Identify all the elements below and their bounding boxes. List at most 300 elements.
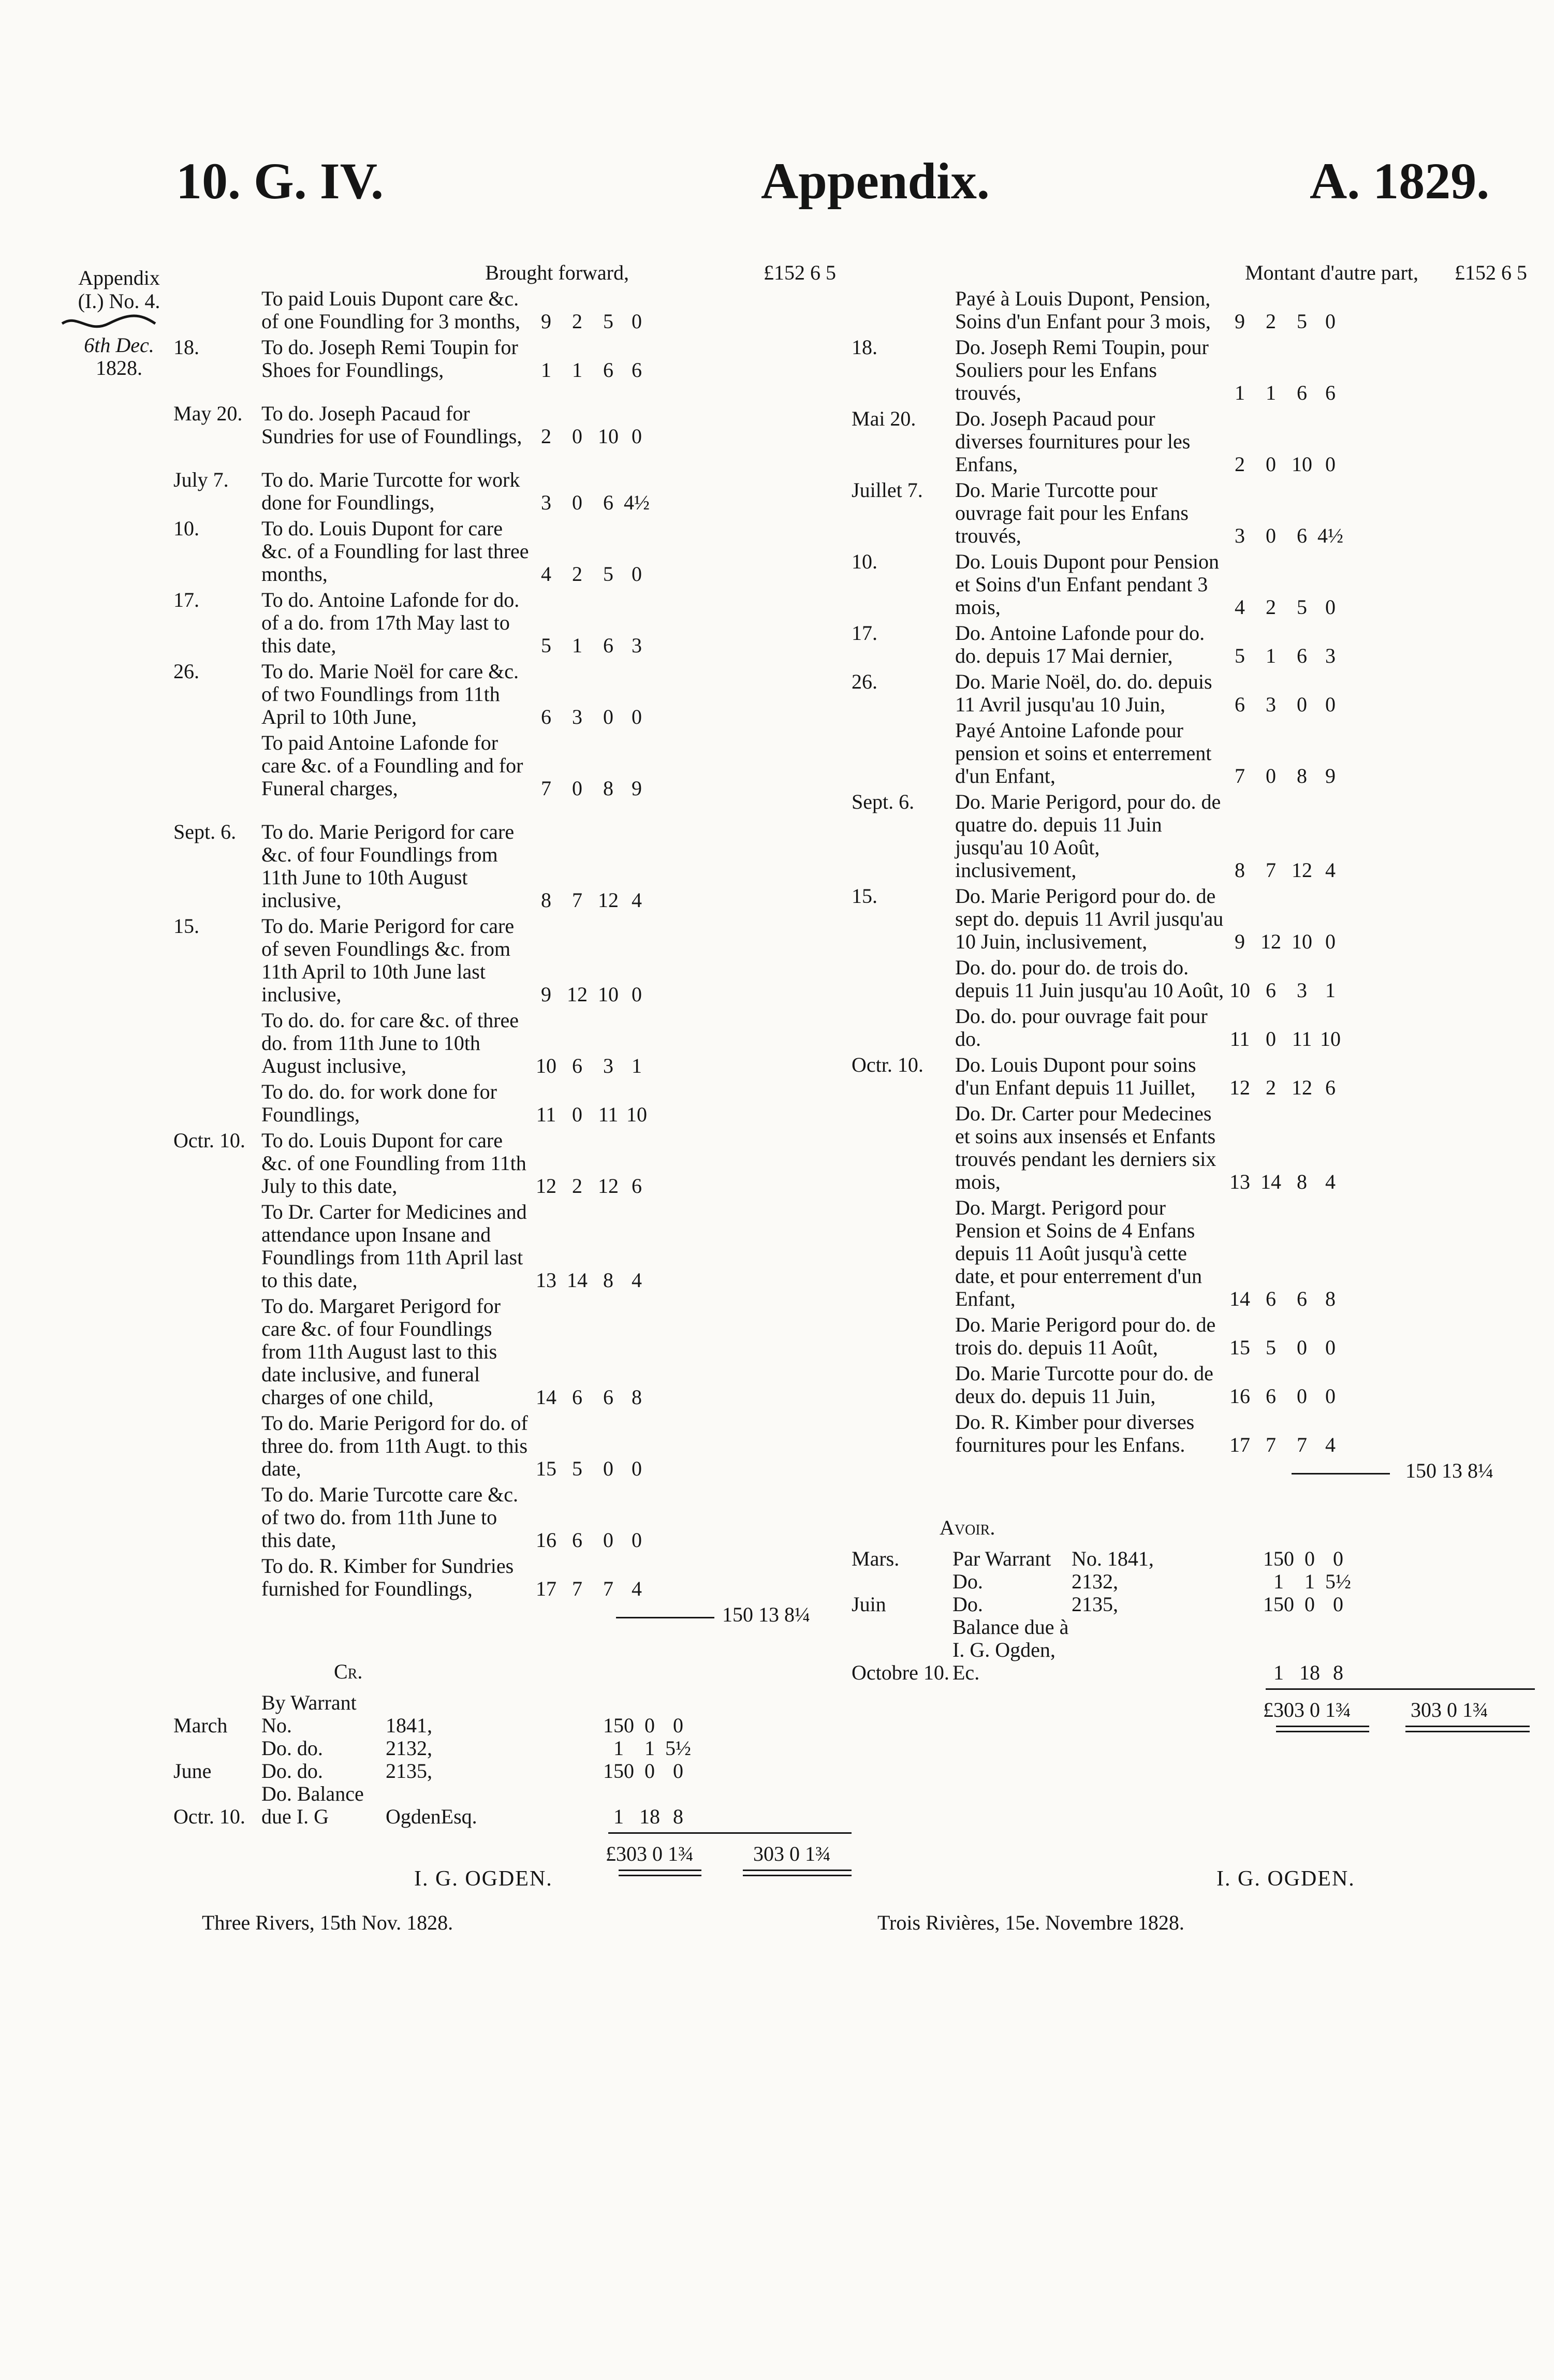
account-entry [173, 287, 852, 333]
amount-pence: 6 [632, 1174, 642, 1198]
subtotal-row [852, 1459, 1548, 1496]
amount-shillings: 10 [598, 425, 619, 448]
amount-pounds: 0 [1266, 524, 1276, 547]
voucher-number: 11 [536, 1103, 556, 1126]
voucher-number: 8 [1235, 858, 1245, 882]
voucher-number: 16 [1229, 1384, 1250, 1408]
entry-amount [562, 983, 650, 1006]
brought-forward-row [173, 261, 852, 287]
entry-description: Do. Marie Perigord pour do. de trois do. depuis 11 Août, [955, 1313, 1216, 1359]
debit-entries [173, 287, 852, 1600]
amount-pence: 4 [632, 1577, 642, 1600]
voucher-number: 4 [541, 562, 551, 586]
entry-date: 18. [852, 335, 877, 359]
entry-amount [1255, 979, 1343, 1002]
voucher-number: 17 [1229, 1433, 1250, 1456]
account-entry [173, 336, 852, 382]
amount-pence: 6 [1325, 1076, 1336, 1099]
amount-shillings: 0 [1304, 1593, 1315, 1616]
entry-description: To do. Marie Perigord for care &c. of four Foundlings from 11th June to 10th August inclusive, [261, 820, 515, 912]
amount-pence: 0 [632, 562, 642, 586]
amount-shillings: 7 [1297, 1433, 1307, 1456]
entry-description: Do. do. pour do. de trois do. depuis 11 Juin jusqu'au 10 Août, [955, 956, 1224, 1002]
credit-reference: 2132, [1072, 1570, 1118, 1593]
voucher-number: 11 [1229, 1027, 1250, 1050]
amount-pence: 0 [1325, 310, 1336, 333]
credit-amount [1263, 1570, 1351, 1593]
entry-amount [562, 1269, 650, 1292]
entry-description: To do. do. for care &c. of three do. from 11th June to 10th August inclusive, [261, 1009, 519, 1077]
amount-pounds: 3 [572, 705, 582, 728]
amount-shillings: 6 [1297, 381, 1307, 404]
entry-amount [562, 1529, 650, 1552]
entry-description: To paid Louis Dupont care &c. of one Foundling for 3 months, [261, 287, 520, 333]
amount-pence: 0 [1325, 1336, 1336, 1359]
amount-pence: 0 [1333, 1593, 1343, 1616]
entry-amount [1255, 596, 1343, 619]
entry-description: To do. Marie Noël for care &c. of two Foundlings from 11th April to 10th June, [261, 660, 519, 728]
account-entry [852, 550, 1548, 619]
credit-entry [173, 1783, 852, 1828]
entry-date: 15. [852, 884, 877, 908]
entry-description: Payé à Louis Dupont, Pension, Soins d'un Enfant pour 3 mois, [955, 287, 1211, 333]
entry-description: To do. R. Kimber for Sundries furnished for Foundlings, [261, 1554, 514, 1600]
voucher-number: 3 [1235, 524, 1245, 547]
account-entry [852, 622, 1548, 667]
account-entry [852, 1313, 1548, 1359]
entry-description: Do. Margt. Perigord pour Pension et Soins de 4 Enfans depuis 11 Août jusqu'à cette date, et pour enterrement d'un Enfant, [955, 1196, 1203, 1310]
amount-pence: 3 [632, 634, 642, 657]
grand-total-row [852, 1684, 1548, 1746]
amount-shillings: 0 [1297, 693, 1307, 716]
amount-shillings: 5 [603, 310, 613, 333]
amount-shillings: 6 [1297, 1287, 1307, 1310]
credit-entry [173, 1691, 852, 1737]
amount-shillings: 1 [644, 1736, 655, 1760]
account-entry [852, 407, 1548, 476]
amount-pounds: 0 [1266, 452, 1276, 476]
grand-total-left: £303 0 1¾ [606, 1842, 694, 1865]
entry-date: Sept. 6. [173, 820, 237, 843]
amount-pounds: 1 [1266, 644, 1276, 667]
entry-date: Octr. 10. [173, 1129, 245, 1152]
credit-heading: Avoir. [940, 1516, 995, 1539]
entry-amount [562, 889, 650, 912]
account-entry [173, 1129, 852, 1198]
amount-pounds: 3 [1266, 693, 1276, 716]
amount-pence: 0 [673, 1759, 683, 1783]
voucher-number: 12 [536, 1174, 556, 1198]
amount-pence: 5½ [665, 1736, 691, 1760]
entry-description: To paid Antoine Lafonde for care &c. of a Foundling and for Funeral charges, [261, 731, 523, 800]
brought-forward-amount: £152 6 5 [764, 261, 836, 284]
account-entry [852, 670, 1548, 716]
amount-pence: 8 [673, 1805, 683, 1828]
margin-note-line: (I.) No. 4. [78, 289, 160, 313]
subtotal-amount: 150 13 8¼ [722, 1603, 810, 1626]
amount-shillings: 12 [1292, 858, 1312, 882]
amount-shillings: 0 [644, 1714, 655, 1737]
account-entry [852, 1102, 1548, 1193]
entry-description: Do. Antoine Lafonde pour do. do. depuis 17 Mai dernier, [955, 621, 1205, 667]
amount-pounds: 5 [572, 1457, 582, 1480]
entry-date: 17. [173, 588, 199, 611]
amount-pounds: 2 [572, 562, 582, 586]
account-entry [173, 517, 852, 586]
entry-amount [562, 634, 650, 657]
amount-pounds: 0 [572, 491, 582, 514]
entry-date: 10. [852, 550, 877, 573]
amount-pence: 0 [673, 1714, 683, 1737]
entry-date: 15. [173, 914, 199, 938]
entry-date: 10. [173, 517, 199, 540]
entry-description: Do. Marie Turcotte pour do. de deux do. depuis 11 Juin, [955, 1362, 1213, 1408]
voucher-number: 5 [1235, 644, 1245, 667]
amount-pounds: 14 [1260, 1170, 1281, 1193]
entry-amount [562, 1055, 650, 1077]
amount-pounds: 1 [1273, 1661, 1284, 1684]
entry-description: Do. do. pour ouvrage fait pour do. [955, 1004, 1208, 1050]
account-entry [173, 1201, 852, 1292]
double-rule [743, 1870, 852, 1871]
entry-description: To do. Joseph Pacaud for Sundries for use of Foundlings, [261, 402, 522, 448]
amount-shillings: 6 [603, 634, 613, 657]
amount-pence: 6 [1325, 381, 1336, 404]
subtotal-rule [1292, 1473, 1390, 1474]
swash-ornament-icon [57, 313, 160, 334]
entry-date: 26. [852, 670, 877, 693]
entry-description: To Dr. Carter for Medicines and attendance upon Insane and Foundlings from 11th April last to this date, [261, 1200, 527, 1292]
entry-description: To do. Marie Perigord for care of seven Foundlings &c. from 11th April to 10th June last inclusive, [261, 914, 515, 1006]
amount-pence: 4½ [624, 491, 650, 514]
double-rule [619, 1870, 701, 1871]
credit-entry [852, 1593, 1548, 1616]
account-entry [173, 1555, 852, 1600]
amount-shillings: 6 [603, 358, 613, 382]
amount-pence: 8 [1325, 1287, 1336, 1310]
place-date-english: Three Rivers, 15th Nov. 1828. [202, 1911, 453, 1934]
credit-description: By Warrant No. [261, 1691, 357, 1737]
account-entry [852, 287, 1548, 333]
amount-pounds: 5 [1266, 1336, 1276, 1359]
credit-amount [603, 1805, 691, 1828]
entry-amount [1255, 693, 1343, 716]
entry-amount [1255, 1385, 1343, 1408]
amount-pounds: 1 [1266, 381, 1276, 404]
voucher-number: 9 [541, 983, 551, 1006]
amount-pence: 5½ [1325, 1570, 1351, 1593]
credit-description: Do. do. [261, 1759, 323, 1783]
amount-pounds: 7 [1266, 858, 1276, 882]
brought-forward-row [852, 261, 1548, 287]
amount-shillings: 8 [603, 1268, 613, 1292]
subtotal-rule [616, 1617, 714, 1618]
amount-pounds: 7 [1266, 1433, 1276, 1456]
account-entry [173, 821, 852, 912]
brought-forward-label: Montant d'autre part, [1245, 261, 1418, 284]
amount-pounds: 2 [1266, 1076, 1276, 1099]
entry-description: To do. Joseph Remi Toupin for Shoes for Foundlings, [261, 335, 518, 382]
credit-entry [852, 1570, 1548, 1593]
grand-total-right: 303 0 1¾ [1411, 1698, 1488, 1721]
credit-date: Octobre 10. [852, 1661, 949, 1684]
account-entry [173, 402, 852, 448]
amount-pounds: 150 [603, 1759, 634, 1783]
amount-pounds: 2 [572, 310, 582, 333]
amount-pounds: 6 [572, 1054, 582, 1077]
entry-date: 17. [852, 621, 877, 645]
amount-shillings: 7 [603, 1577, 613, 1600]
credit-date: Mars. [852, 1547, 900, 1570]
credit-amount [603, 1714, 691, 1737]
credit-date: March [173, 1714, 228, 1737]
amount-pence: 3 [1325, 644, 1336, 667]
amount-pounds: 0 [1266, 1027, 1276, 1050]
double-rule [619, 1875, 701, 1876]
account-entry [852, 1005, 1548, 1050]
entry-amount [562, 1386, 650, 1409]
amount-shillings: 0 [603, 1457, 613, 1480]
credit-reference: OgdenEsq. [386, 1805, 477, 1828]
amount-shillings: 3 [1297, 979, 1307, 1002]
entry-amount [1255, 859, 1343, 882]
entry-description: Do. Louis Dupont pour soins d'un Enfant depuis 11 Juillet, [955, 1053, 1196, 1099]
amount-shillings: 5 [603, 562, 613, 586]
voucher-number: 9 [1235, 930, 1245, 953]
credit-amount [1263, 1547, 1351, 1570]
amount-pounds: 2 [572, 1174, 582, 1198]
entry-description: Do. Louis Dupont pour Pension et Soins d'un Enfant pendant 3 mois, [955, 550, 1219, 619]
amount-shillings: 5 [1297, 310, 1307, 333]
entry-amount [562, 1457, 650, 1480]
account-entry [173, 915, 852, 1006]
credit-date: Juin [852, 1593, 886, 1616]
credit-reference: 1841, [386, 1714, 432, 1737]
amount-pence: 0 [1325, 1384, 1336, 1408]
voucher-number: 10 [1229, 979, 1250, 1002]
grand-total-left: £303 0 1¾ [1263, 1698, 1351, 1721]
margin-note [57, 267, 181, 380]
entry-amount [1255, 1028, 1343, 1050]
account-entry [173, 1483, 852, 1552]
entry-amount [1255, 1288, 1343, 1310]
voucher-number: 12 [1229, 1076, 1250, 1099]
voucher-number: 8 [541, 888, 551, 912]
amount-pounds: 150 [603, 1714, 634, 1737]
amount-shillings: 0 [603, 705, 613, 728]
amount-pounds: 1 [572, 358, 582, 382]
amount-pounds: 0 [1266, 764, 1276, 787]
account-entry [852, 1362, 1548, 1408]
entry-description: To do. Antoine Lafonde for do. of a do. from 17th May last to this date, [261, 588, 520, 657]
entry-description: Do. Marie Turcotte pour ouvrage fait pour les Enfans trouvés, [955, 478, 1189, 547]
debit-entries [852, 287, 1548, 1456]
amount-pence: 9 [1325, 764, 1336, 787]
credit-amount [1263, 1593, 1351, 1616]
amount-pence: 1 [632, 1054, 642, 1077]
brought-forward-amount: £152 6 5 [1455, 261, 1527, 284]
amount-pounds: 150 [1263, 1547, 1294, 1570]
credit-date: Octr. 10. [173, 1805, 245, 1828]
account-entry [852, 1411, 1548, 1456]
account-entry [852, 1054, 1548, 1099]
credit-entry [173, 1737, 852, 1760]
entry-description: Do. Marie Perigord pour do. de sept do. depuis 11 Avril jusqu'au 10 Juin, inclusivement, [955, 884, 1224, 953]
entry-description: Do. Joseph Remi Toupin, pour Souliers pour les Enfans trouvés, [955, 335, 1209, 404]
amount-shillings: 3 [603, 1054, 613, 1077]
margin-note-line: 1828. [96, 356, 142, 380]
double-rule [743, 1875, 852, 1876]
amount-pounds: 2 [1266, 310, 1276, 333]
amount-pounds: 2 [1266, 595, 1276, 619]
amount-pounds: 6 [1266, 1287, 1276, 1310]
margin-note-line: Appendix [78, 266, 160, 289]
amount-shillings: 0 [1304, 1547, 1315, 1570]
amount-pence: 0 [1325, 452, 1336, 476]
credit-description: Balance due à I. G. Ogden, Ec. [952, 1615, 1069, 1684]
amount-pounds: 6 [1266, 979, 1276, 1002]
credit-reference: 2132, [386, 1736, 432, 1760]
french-account-column [852, 261, 1548, 1746]
credit-description: Do. Balance due I. G [261, 1782, 364, 1828]
voucher-number: 13 [1229, 1170, 1250, 1193]
voucher-number: 7 [541, 777, 551, 800]
entry-amount [1255, 930, 1343, 953]
entry-amount [1255, 524, 1343, 547]
account-entry [173, 1412, 852, 1480]
grand-total-right: 303 0 1¾ [753, 1842, 831, 1865]
entry-date: Juillet 7. [852, 478, 923, 502]
amount-pounds: 0 [572, 777, 582, 800]
account-entry [852, 791, 1548, 882]
entry-description: Do. R. Kimber pour diverses fournitures pour les Enfans. [955, 1410, 1195, 1456]
entry-description: To do. Margaret Perigord for care &c. of four Foundlings from 11th August last to this date inclusive, and funeral charges of one child, [261, 1294, 501, 1409]
credit-amount [603, 1760, 691, 1783]
amount-shillings: 8 [1297, 1170, 1307, 1193]
account-entry [173, 589, 852, 657]
amount-shillings: 12 [598, 888, 619, 912]
amount-pounds: 1 [613, 1736, 624, 1760]
entry-amount [1255, 765, 1343, 787]
amount-pounds: 14 [567, 1268, 588, 1292]
entry-amount [562, 359, 650, 382]
credit-description: Do. [952, 1593, 983, 1616]
amount-pence: 0 [632, 1457, 642, 1480]
entry-date: Sept. 6. [852, 790, 915, 813]
amount-pence: 0 [1333, 1547, 1343, 1570]
voucher-number: 15 [536, 1457, 556, 1480]
amount-shillings: 11 [1292, 1027, 1312, 1050]
entry-description: To do. Louis Dupont for care &c. of a Foundling for last three months, [261, 517, 529, 586]
voucher-number: 14 [536, 1385, 556, 1409]
credit-entries [173, 1691, 852, 1828]
voucher-number: 17 [536, 1577, 556, 1600]
voucher-number: 1 [541, 358, 551, 382]
account-entry [173, 660, 852, 728]
credit-entry [852, 1616, 1548, 1684]
amount-pence: 0 [632, 310, 642, 333]
amount-shillings: 6 [1297, 644, 1307, 667]
credit-reference: No. 1841, [1072, 1547, 1154, 1570]
credit-description: Par Warrant [952, 1547, 1051, 1570]
amount-pounds: 0 [572, 1103, 582, 1126]
account-entry [852, 336, 1548, 404]
voucher-number: 7 [1235, 764, 1245, 787]
double-rule [1405, 1731, 1530, 1732]
entry-amount [562, 1103, 650, 1126]
entry-amount [562, 425, 650, 448]
voucher-number: 4 [1235, 595, 1245, 619]
credit-reference: 2135, [1072, 1593, 1118, 1616]
voucher-number: 15 [1229, 1336, 1250, 1359]
account-entry [852, 479, 1548, 547]
year-heading: A. 1829. [1310, 152, 1490, 210]
entry-amount [1255, 310, 1343, 333]
amount-pounds: 12 [1260, 930, 1281, 953]
voucher-number: 9 [541, 310, 551, 333]
voucher-number: 6 [541, 705, 551, 728]
amount-pence: 0 [1325, 693, 1336, 716]
amount-shillings: 6 [603, 491, 613, 514]
double-rule [1276, 1726, 1369, 1727]
credit-date: June [173, 1759, 212, 1783]
amount-shillings: 12 [1292, 1076, 1312, 1099]
double-rule [1276, 1731, 1369, 1732]
amount-pounds: 12 [567, 983, 588, 1006]
entry-amount [1255, 382, 1343, 404]
entry-date: 18. [173, 335, 199, 359]
entry-description: To do. Marie Perigord for do. of three do. from 11th Augt. to this date, [261, 1411, 528, 1480]
amount-pence: 6 [632, 358, 642, 382]
amount-pounds: 0 [572, 425, 582, 448]
voucher-number: 2 [1235, 452, 1245, 476]
amount-shillings: 0 [603, 1528, 613, 1552]
credit-description: Do. [952, 1570, 983, 1593]
credit-amount [603, 1737, 691, 1760]
account-entry [852, 719, 1548, 787]
brought-forward-label: Brought forward, [485, 261, 629, 284]
entry-description: To do. Marie Turcotte care &c. of two do. from 11th June to this date, [261, 1483, 518, 1552]
entry-description: Do. Marie Noël, do. do. depuis 11 Avril jusqu'au 10 Juin, [955, 670, 1212, 716]
account-entry [173, 732, 852, 800]
amount-pence: 4 [632, 1268, 642, 1292]
subtotal-amount: 150 13 8¼ [1405, 1459, 1493, 1482]
entry-amount [562, 706, 650, 728]
entry-description: To do. Marie Turcotte for work done for Foundlings, [261, 468, 520, 514]
amount-shillings: 10 [598, 983, 619, 1006]
amount-shillings: 6 [603, 1385, 613, 1409]
entry-amount [1255, 1336, 1343, 1359]
appendix-heading: Appendix. [761, 152, 990, 210]
voucher-number: 13 [536, 1268, 556, 1292]
account-entry [173, 1009, 852, 1077]
amount-shillings: 12 [598, 1174, 619, 1198]
amount-pence: 0 [1325, 930, 1336, 953]
credit-heading-row [173, 1660, 852, 1691]
credit-heading-row [852, 1516, 1548, 1547]
entry-amount [562, 563, 650, 586]
voucher-number: 3 [541, 491, 551, 514]
entry-date: Mai 20. [852, 407, 916, 430]
credit-entry [852, 1547, 1548, 1570]
amount-pence: 0 [632, 983, 642, 1006]
entry-amount [1255, 1171, 1343, 1193]
amount-pounds: 1 [572, 634, 582, 657]
total-rule [608, 1832, 852, 1834]
english-account-column [173, 261, 852, 1890]
amount-pence: 4 [1325, 1433, 1336, 1456]
amount-pence: 0 [1325, 595, 1336, 619]
